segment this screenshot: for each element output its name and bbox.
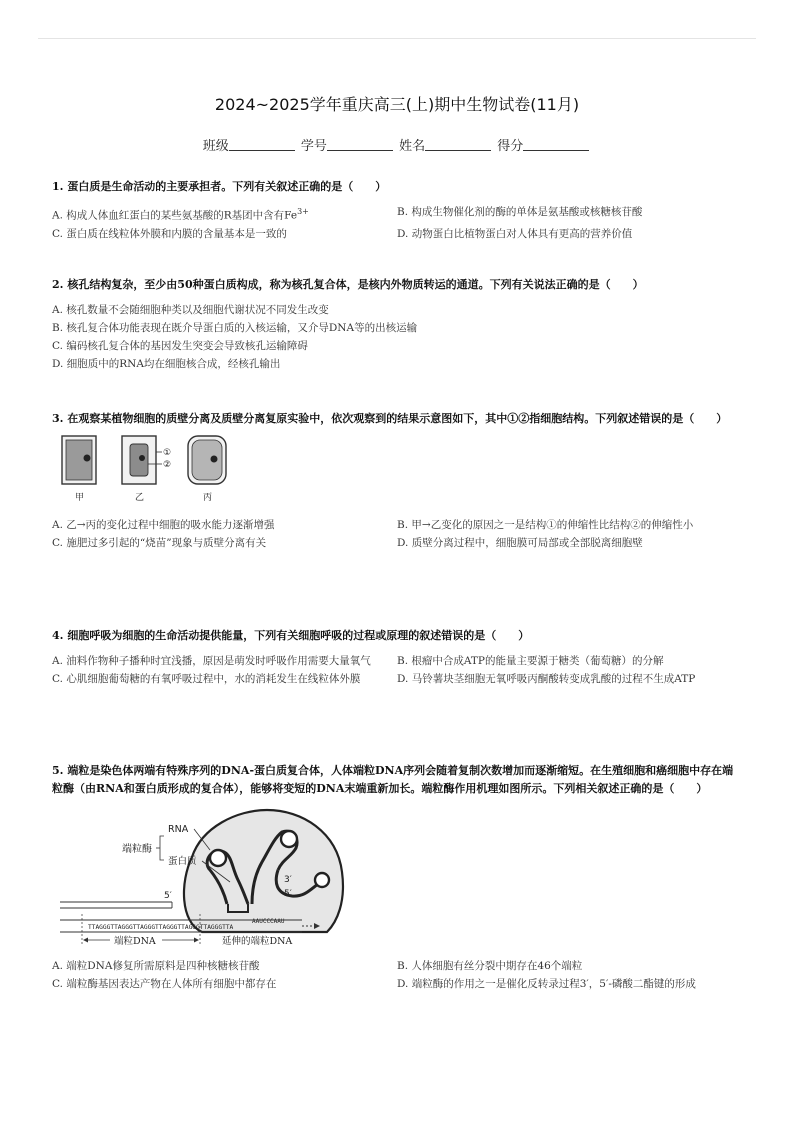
question-4 — [52, 627, 742, 688]
rna-template-sequence: AAUCCCAAU — [252, 918, 285, 925]
q3-option-d[interactable]: D. 质壁分离过程中，细胞膜可局部或全部脱离细胞壁 — [397, 537, 643, 549]
q5-option-b[interactable]: B. 人体细胞有丝分裂中期存在46个端粒 — [397, 960, 583, 972]
label-yi: 乙 — [135, 493, 145, 503]
q3-figure — [52, 434, 742, 510]
label-jia: 甲 — [75, 493, 85, 503]
marker-2: ② — [163, 460, 172, 470]
question-5-stem: 5. 端粒是染色体两端有特殊序列的DNA-蛋白质复合体，人体端粒DNA序列会随着复制次数增加而逐渐缩短。在生殖细胞和癌细胞中存在端粒酶（由RNA和蛋白质形成的复合体），能够将变短的DNA末端重新加长。端粒酶作用机理如图所示。下列相关叙述正确的是（ ） — [52, 764, 734, 795]
telomerase-body — [184, 810, 343, 932]
q5-option-d[interactable]: D. 端粒酶的作用之一是催化反转录过程3′，5′-磷酸二酯键的形成 — [397, 978, 696, 990]
name-blank[interactable] — [425, 138, 491, 151]
score-blank[interactable] — [523, 138, 589, 151]
score-label: 得分 — [497, 139, 524, 154]
label-5prime-rna: 5′ — [284, 889, 292, 899]
q1-option-b[interactable]: B. 构成生物催化剂的酶的单体是氨基酸或核糖核苷酸 — [397, 206, 643, 218]
label-bing: 丙 — [203, 493, 213, 503]
telomerase-diagram — [52, 802, 362, 947]
label-protein: 蛋白质 — [168, 856, 197, 867]
label-3prime: 3′ — [284, 875, 292, 885]
cell-yi-protoplast — [130, 444, 148, 476]
q2-option-a[interactable]: A. 核孔数量不会随细胞种类以及细胞代谢状况不同发生改变 — [52, 304, 329, 316]
question-3-stem: 3. 在观察某植物细胞的质壁分离及质壁分离复原实验中，依次观察到的结果示意图如下，其中①②指细胞结构。下列叙述错误的是（ ） — [52, 412, 728, 425]
q3-option-a[interactable]: A. 乙→丙的变化过程中细胞的吸水能力逐渐增强 — [52, 519, 275, 531]
question-1 — [52, 178, 742, 243]
q1-option-a[interactable]: A. 构成人体血红蛋白的某些氨基酸的R基团中含有$Fe^{3+}$ — [52, 207, 309, 222]
q4-option-a[interactable]: A. 油料作物种子播种时宜浅播，原因是萌发时呼吸作用需要大量氧气 — [52, 655, 371, 667]
marker-1: ① — [163, 448, 172, 458]
name-label: 姓名 — [399, 139, 426, 154]
q4-option-b[interactable]: B. 根瘤中合成ATP的能量主要源于糖类（葡萄糖）的分解 — [397, 655, 664, 667]
number-blank[interactable] — [327, 138, 393, 151]
question-4-stem: 4. 细胞呼吸为细胞的生命活动提供能量，下列有关细胞呼吸的过程或原理的叙述错误的是（ ） — [52, 629, 530, 642]
page-title: 2024~2025学年重庆高三(上)期中生物试卷(11月) — [214, 95, 580, 114]
plasmolysis-diagram — [52, 434, 242, 506]
q3-option-c[interactable]: C. 施肥过多引起的“烧苗”现象与质壁分离有关 — [52, 537, 267, 549]
question-2 — [52, 276, 742, 373]
label-rna: RNA — [168, 824, 189, 835]
class-label: 班级 — [202, 139, 229, 154]
q5-figure — [52, 802, 742, 951]
q5-option-a[interactable]: A. 端粒DNA修复所需原料是四种核糖核苷酸 — [52, 960, 260, 972]
label-extended-dna: 延伸的端粒DNA — [222, 936, 293, 947]
q4-option-d[interactable]: D. 马铃薯块茎细胞无氧呼吸丙酮酸转变成乳酸的过程不生成ATP — [397, 673, 696, 685]
label-telomerase: 端粒酶 — [122, 844, 152, 855]
question-5 — [52, 762, 742, 993]
q4-option-c[interactable]: C. 心肌细胞葡萄糖的有氧呼吸过程中，水的消耗发生在线粒体外膜 — [52, 673, 361, 685]
q2-option-b[interactable]: B. 核孔复合体功能表现在既介导蛋白质的入核运输，又介导DNA等的出核运输 — [52, 322, 418, 334]
q2-option-c[interactable]: C. 编码核孔复合体的基因发生突变会导致核孔运输障碍 — [52, 340, 308, 352]
question-2-stem: 2. 核孔结构复杂，至少由50种蛋白质构成，称为核孔复合体，是核内外物质转运的通道。下列有关说法正确的是（ ） — [52, 278, 644, 291]
question-3 — [52, 410, 742, 552]
q3-option-b[interactable]: B. 甲→乙变化的原因之一是结构①的伸缩性比结构②的伸缩性小 — [397, 519, 694, 531]
number-label: 学号 — [300, 139, 327, 154]
question-1-stem: 1. 蛋白质是生命活动的主要承担者。下列有关叙述正确的是（ ） — [52, 180, 387, 193]
q1-option-c[interactable]: C. 蛋白质在线粒体外膜和内膜的含量基本是一致的 — [52, 227, 287, 240]
cell-jia-nucleus — [84, 455, 91, 462]
top-rule — [38, 38, 756, 39]
cell-bing-nucleus — [211, 456, 218, 463]
q2-option-d[interactable]: D. 细胞质中的RNA均在细胞核合成，经核孔输出 — [52, 358, 281, 370]
cell-bing-vacuole — [192, 440, 222, 480]
label-telomere-dna: 端粒DNA — [114, 936, 156, 947]
cell-yi-nucleus — [139, 455, 145, 461]
q5-option-c[interactable]: C. 端粒酶基因表达产物在人体所有细胞中都存在 — [52, 978, 277, 990]
label-5prime-dna: 5′ — [164, 891, 172, 901]
student-info-line — [0, 135, 794, 154]
dna-sequence: TTAGGGTTAGGGTTAGGGTTAGGGTTAGGGTTAGGGTTA — [88, 924, 234, 931]
class-blank[interactable] — [229, 138, 295, 151]
q1-option-d[interactable]: D. 动物蛋白比植物蛋白对人体具有更高的营养价值 — [397, 227, 633, 240]
